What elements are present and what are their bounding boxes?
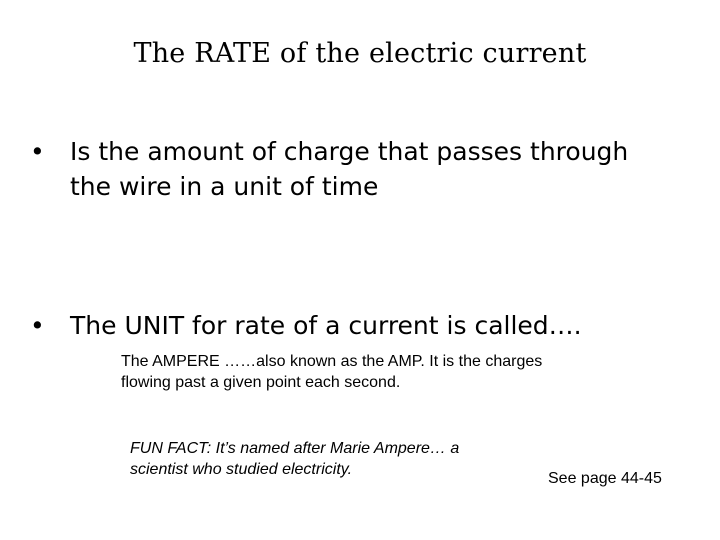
bullet-item-rate-definition xyxy=(30,134,670,204)
bullet-item-unit xyxy=(30,308,680,343)
page-reference: See page 44-45 xyxy=(548,470,662,487)
bullet-text: The UNIT for rate of a current is called…. xyxy=(70,311,582,340)
bullet-marker: • xyxy=(30,137,45,166)
fun-fact-note: FUN FACT: It’s named after Marie Ampere… a scientist who studied electricity. xyxy=(130,440,460,478)
slide-title: The RATE of the electric current xyxy=(133,38,587,69)
bullet-marker: • xyxy=(30,311,45,340)
ampere-note: The AMPERE ……also known as the AMP. It is the charges flowing past a given point each second. xyxy=(121,353,543,391)
bullet-text: Is the amount of charge that passes through the wire in a unit of time xyxy=(70,137,629,201)
